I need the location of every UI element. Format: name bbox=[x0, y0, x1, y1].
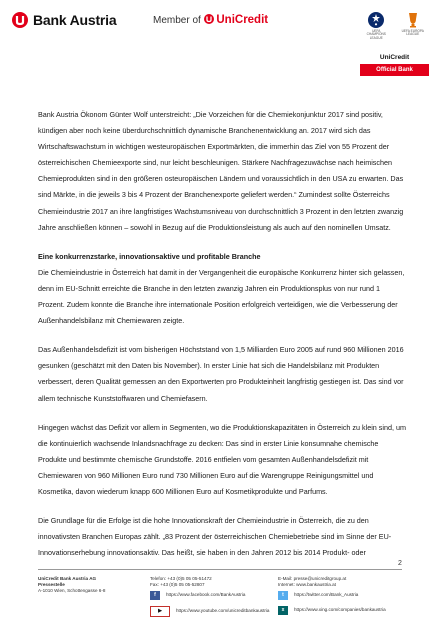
footer-company: UniCredit Bank Austria AG bbox=[38, 576, 97, 581]
page-header bbox=[0, 0, 441, 100]
europa-league-label: UEFA EUROPA LEAGUE bbox=[401, 29, 424, 37]
unicredit-icon bbox=[204, 14, 214, 24]
twitter-link[interactable] bbox=[278, 591, 358, 600]
bank-austria-logo bbox=[12, 12, 116, 28]
paragraph-deficit-segments: Hingegen wächst das Defizit vor allem in Segmenten, wo die Produktionskapazitäten in Österreich zu klein sind, um die kontinuierlich wachsende Inlandsnachfrage zu decken: Das sind in erster Linie konsumnahe chemische Produkte und bestimmte chemische Grundstoffe. 2016 entfielen vom gesamten Außenhandelsdefizit mit Chemiewaren von 960 Millionen Euro rund 730 Millionen Euro auf die Warengruppe Reinigungsmittel und Kosmetika, davon wiederum knapp 600 Millionen Euro auf Kosmetikprodukte und Parfums. bbox=[38, 422, 406, 496]
bank-name: Bank Austria bbox=[33, 12, 117, 28]
paragraph-competitiveness: Die Chemieindustrie in Österreich hat damit in der Vergangenheit die europäische Konkurrenz hinter sich gelassen, denn im EU-Schnitt erreichte die Branche in den letzten zwanzig Jahren ein Produktionsplus von nur rund 1 Prozent. Zudem konnte die Branche ihre internationale Position erfolgreich verteidigen, wie die Verbesserung der Außenhandelsbilanz mit Chemiewaren zeigte. bbox=[38, 267, 405, 326]
footer-divider bbox=[38, 569, 402, 570]
champions-league-label: UEFA CHAMPIONS LEAGUE bbox=[366, 29, 386, 40]
page-number: 2 bbox=[398, 560, 402, 567]
champions-league-badge bbox=[363, 11, 389, 45]
official-bank-badge: Official Bank bbox=[360, 64, 429, 76]
footer-fax: Fax: +43 (0)5 05 05-52807 bbox=[150, 582, 205, 588]
paragraph-trade-deficit: Das Außenhandelsdefizit ist vom bisherigen Höchststand von 1,5 Milliarden Euro 2005 auf rund 960 Millionen 2016 gesunken (geschätzt mit den Daten bis November). In erster Linie hat sich die Handelsbilanz mit Produkten verbessert, deren Qualität gemessen an den Exportwerten pro Produkteinheit langfristig gestiegen ist. Das sind vor allem technische Kunststoffwaren und Chemiefasern. bbox=[38, 345, 404, 403]
facebook-link[interactable] bbox=[150, 591, 245, 600]
footer-office: Pressestelle bbox=[38, 582, 65, 588]
europa-league-badge bbox=[400, 11, 426, 45]
champions-league-icon bbox=[367, 11, 385, 29]
xing-url: https://www.xing.com/companies/bankaustria bbox=[294, 607, 386, 613]
footer-street: A-1010 Wien, Schottengasse 6-8 bbox=[38, 588, 106, 594]
youtube-url: https://www.youtube.com/unicreditbankaustria bbox=[176, 608, 270, 614]
youtube-link[interactable] bbox=[150, 606, 269, 617]
youtube-icon: ▶ bbox=[150, 606, 170, 617]
partner-unicredit-label: UniCredit bbox=[379, 54, 410, 61]
twitter-icon: t bbox=[278, 591, 288, 600]
facebook-icon: f bbox=[150, 591, 160, 600]
bank-austria-logo-icon bbox=[12, 12, 28, 28]
footer-phone: Telefon: +43 (0)5 05 05-51472 bbox=[150, 576, 212, 581]
paragraph-innovation: Die Grundlage für die Erfolge ist die hohe Innovationskraft der Chemieindustrie in Österreich, die zu den innovativsten Branchen Europas zählt. „83 Prozent der österreichischen Chemiebetriebe sind im Sinne der EU-Innovationserhebung innovationsaktiv. Das heißt, sie haben in den Jahren 2012 bis 2014 Produkt- oder bbox=[38, 516, 392, 558]
unicredit-label: UniCredit bbox=[216, 14, 269, 26]
section-heading: Eine konkurrenzstarke, innovationsaktive und profitable Branche bbox=[38, 251, 261, 261]
footer-contact bbox=[150, 576, 270, 588]
footer-email[interactable]: E-Mail: presse@unicreditgroup.at bbox=[278, 576, 347, 581]
document-body bbox=[38, 107, 406, 574]
member-of-unicredit bbox=[153, 14, 268, 26]
paragraph-outlook: Bank Austria Ökonom Günter Wolf unterstreicht: „Die Vorzeichen für die Chemiekonjunktur 2017 sind positiv, kündigen aber noch keine überdurchschnittlich dynamische Branchenentwicklung an. 2017 wird sich das Wirtschaftswachstum in wichtigen westeuropäischen Exportmärkten, die immerhin das Ziel von 55 Prozent der österreichischen Chemieexporte sind, nur leicht beschleunigen. Stärkere Nachfragezuwächse nach heimischen Chemieprodukten sind in den größeren osteuropäischen Ländern und voraussichtlich in den USA zu erwarten. Das sind Märkte, in die jeweils 3 bis 4 Prozent der Branchenexporte geliefert werden.“ Zumindest sollte Österreichs Chemieindustrie 2017 an ihre langfristiges Wachstumsniveau von durchschnittlich 3 Prozent in den letzten zwanzig Jahre anschließen können – sowohl in Bezug auf die Produktionsleistung als auch auf den nominellen Umsatz. bbox=[38, 110, 404, 232]
member-of-label: Member of bbox=[153, 15, 201, 26]
footer-internet[interactable]: Internet: www.bankaustria.at bbox=[278, 582, 336, 588]
xing-icon: x bbox=[278, 606, 288, 615]
footer-address bbox=[38, 576, 138, 595]
europa-league-icon bbox=[404, 11, 422, 29]
uefa-partner-block bbox=[358, 6, 431, 90]
footer-online bbox=[278, 576, 406, 588]
facebook-url: https://www.facebook.com/BankAustria bbox=[166, 592, 246, 598]
twitter-url: https://twitter.com/Bank_Austria bbox=[294, 592, 359, 598]
xing-link[interactable] bbox=[278, 606, 386, 615]
page-footer bbox=[38, 576, 406, 624]
